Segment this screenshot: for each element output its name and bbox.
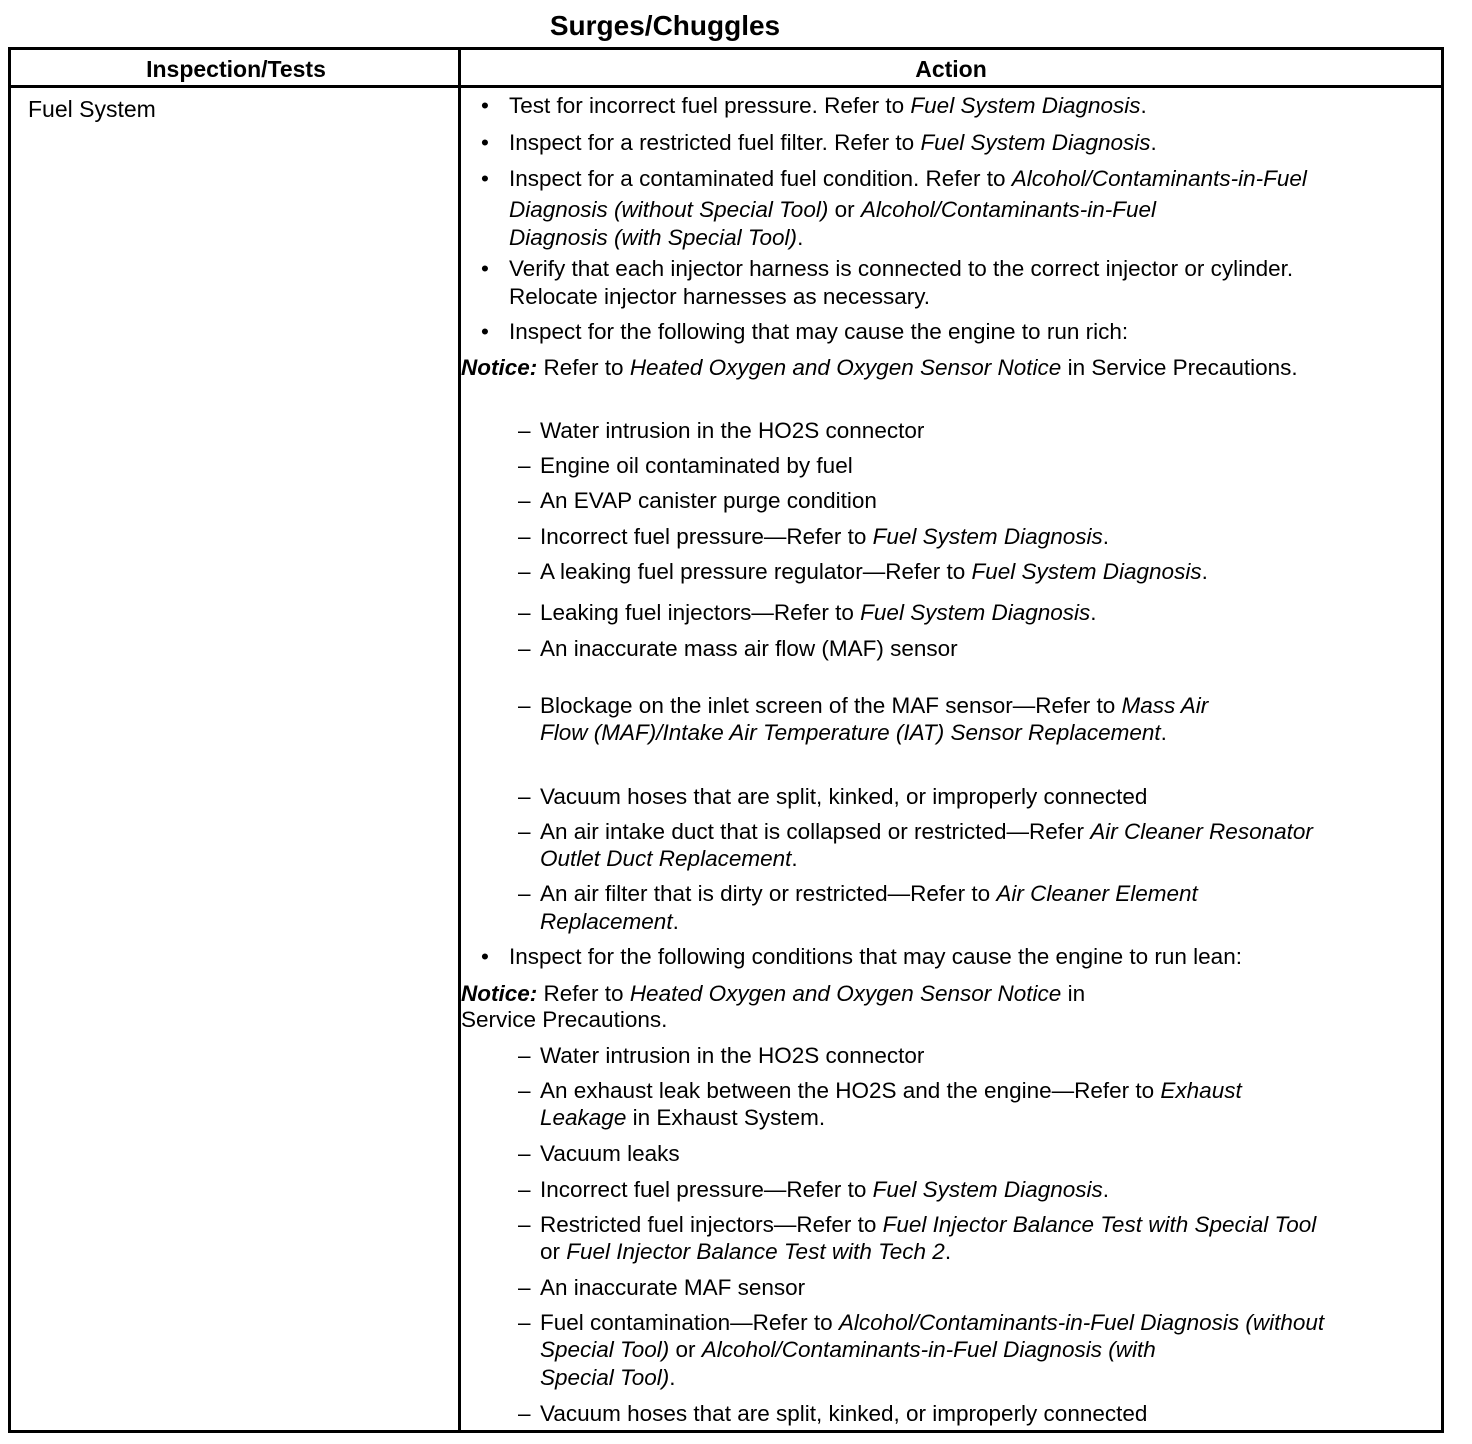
bullet-marker: • <box>481 166 489 191</box>
rich-condition-item <box>540 487 877 514</box>
italic-reference: Fuel System Diagnosis <box>971 559 1202 584</box>
text-segment: or <box>828 197 861 222</box>
bullet-marker: • <box>481 319 489 344</box>
lean-condition-item <box>540 1400 1147 1427</box>
italic-reference: Alcohol/Contaminants-in-Fuel <box>860 197 1156 222</box>
italic-reference: Leakage <box>540 1105 627 1130</box>
notice-label: Notice: <box>461 355 538 380</box>
dash-marker: – <box>518 636 531 661</box>
italic-reference: Heated Oxygen and Oxygen Sensor Notice <box>629 355 1062 380</box>
text-segment: or <box>540 1239 567 1264</box>
bullet-item <box>509 255 1293 282</box>
text-segment: . <box>1150 130 1157 155</box>
lean-condition-item <box>540 1042 924 1069</box>
italic-reference: Fuel System Diagnosis <box>872 1177 1103 1202</box>
text-segment: . <box>1140 93 1147 118</box>
rich-condition-item <box>540 417 924 444</box>
dash-marker: – <box>518 600 531 625</box>
notice-text <box>461 1006 667 1033</box>
italic-reference: Air Cleaner Element <box>996 881 1198 906</box>
text-segment: Inspect for the following conditions that may cause the engine to run lean: <box>509 944 1242 969</box>
lean-condition-item <box>540 1274 805 1301</box>
text-segment: Vacuum hoses that are split, kinked, or improperly connected <box>540 784 1148 809</box>
dash-marker: – <box>518 1401 531 1426</box>
rich-condition-item <box>540 452 853 479</box>
text-segment: Fuel contamination—Refer to <box>540 1310 839 1335</box>
italic-reference: Fuel System Diagnosis <box>872 524 1103 549</box>
italic-reference: Special Tool) <box>540 1337 670 1362</box>
text-segment: Restricted fuel injectors—Refer to <box>540 1212 883 1237</box>
lean-condition-item <box>540 1077 1242 1104</box>
text-segment: Verify that each injector harness is connected to the correct injector or cylinder. <box>509 256 1294 281</box>
text-segment: in <box>1061 981 1086 1006</box>
text-segment: . <box>944 1239 952 1264</box>
italic-reference: Fuel System Diagnosis <box>860 600 1091 625</box>
italic-reference: Flow (MAF)/Intake Air Temperature (IAT) Sensor Replacement <box>540 720 1161 745</box>
text-segment: Incorrect fuel pressure—Refer to <box>540 524 873 549</box>
bullet-item <box>509 318 1128 345</box>
italic-reference: Exhaust <box>1160 1078 1242 1103</box>
bullet-item <box>509 224 803 251</box>
dash-marker: – <box>518 418 531 443</box>
dash-marker: – <box>518 784 531 809</box>
header-inspection-tests: Inspection/Tests <box>146 56 326 82</box>
text-segment: or <box>669 1337 702 1362</box>
page-title: Surges/Chuggles <box>549 10 781 41</box>
bullet-item <box>509 165 1307 192</box>
text-segment: Relocate injector harnesses as necessary. <box>509 284 931 309</box>
text-segment: in Exhaust System. <box>626 1105 826 1130</box>
text-segment: An exhaust leak between the HO2S and the engine—Refer to <box>540 1078 1161 1103</box>
text-segment: An air filter that is dirty or restricted—Refer to <box>540 881 997 906</box>
rich-condition-item <box>540 908 679 935</box>
notice-text <box>461 980 1085 1007</box>
header-action: Action <box>915 56 987 82</box>
bullet-item <box>509 196 1156 223</box>
text-segment: Water intrusion in the HO2S connector <box>540 1043 925 1068</box>
rich-condition-item <box>540 558 1208 585</box>
italic-reference: Replacement <box>540 909 673 934</box>
dash-marker: – <box>518 488 531 513</box>
text-segment: . <box>1201 559 1208 584</box>
text-segment: An inaccurate mass air flow (MAF) sensor <box>540 636 958 661</box>
text-segment: . <box>1160 720 1167 745</box>
italic-reference: Fuel System Diagnosis <box>910 93 1141 118</box>
lean-condition-item <box>540 1309 1324 1336</box>
italic-reference: Diagnosis (with Special Tool) <box>509 225 798 250</box>
notice-text <box>461 354 1298 381</box>
text-segment: in Service Precautions. <box>1061 355 1298 380</box>
rich-condition-item <box>540 783 1147 810</box>
dash-marker: – <box>518 1078 531 1103</box>
text-segment: Water intrusion in the HO2S connector <box>540 418 925 443</box>
dash-marker: – <box>518 1275 531 1300</box>
text-segment: Service Precautions. <box>461 1007 668 1032</box>
text-segment: . <box>1102 524 1109 549</box>
dash-marker: – <box>518 1141 531 1166</box>
bullet-item <box>509 943 1242 970</box>
inspection-cell: Fuel System <box>28 96 156 122</box>
text-segment: . <box>797 225 804 250</box>
dash-marker: – <box>518 819 531 844</box>
italic-reference: Outlet Duct Replacement <box>540 846 792 871</box>
text-segment: Vacuum hoses that are split, kinked, or improperly connected <box>540 1401 1148 1426</box>
rich-condition-item <box>540 692 1208 719</box>
notice-label: Notice: <box>461 981 538 1006</box>
text-segment: . <box>1090 600 1097 625</box>
text-segment: A leaking fuel pressure regulator—Refer to <box>540 559 972 584</box>
text-segment: Vacuum leaks <box>540 1141 680 1166</box>
text-segment: Refer to <box>537 355 630 380</box>
dash-marker: – <box>518 524 531 549</box>
dash-marker: – <box>518 559 531 584</box>
column-divider <box>458 50 461 1430</box>
rich-condition-item <box>540 818 1313 845</box>
text-segment: Inspect for a contaminated fuel condition. Refer to <box>509 166 1012 191</box>
text-segment: An inaccurate MAF sensor <box>540 1275 806 1300</box>
dash-marker: – <box>518 881 531 906</box>
text-segment: Inspect for the following that may cause the engine to run rich: <box>509 319 1129 344</box>
bullet-item <box>509 129 1157 156</box>
bullet-marker: • <box>481 256 489 281</box>
italic-reference: Heated Oxygen and Oxygen Sensor Notice <box>629 981 1062 1006</box>
lean-condition-item <box>540 1336 1156 1363</box>
text-segment: Incorrect fuel pressure—Refer to <box>540 1177 873 1202</box>
italic-reference: Diagnosis (without Special Tool) <box>509 197 829 222</box>
italic-reference: Alcohol/Contaminants-in-Fuel <box>1011 166 1307 191</box>
rich-condition-item <box>540 635 958 662</box>
text-segment: . <box>672 909 679 934</box>
italic-reference: Mass Air <box>1121 693 1209 718</box>
lean-condition-item <box>540 1104 825 1131</box>
table-header <box>11 50 1441 88</box>
italic-reference: Fuel Injector Balance Test with Tech 2 <box>566 1239 945 1264</box>
bullet-marker: • <box>481 93 489 118</box>
italic-reference: Special Tool) <box>540 1365 670 1390</box>
rich-condition-item <box>540 880 1198 907</box>
rich-condition-item <box>540 845 798 872</box>
lean-condition-item <box>540 1364 676 1391</box>
text-segment: An EVAP canister purge condition <box>540 488 877 513</box>
italic-reference: Alcohol/Contaminants-in-Fuel Diagnosis (without <box>838 1310 1325 1335</box>
dash-marker: – <box>518 1212 531 1237</box>
bullet-marker: • <box>481 944 489 969</box>
bullet-marker: • <box>481 130 489 155</box>
text-segment: Engine oil contaminated by fuel <box>540 453 853 478</box>
text-segment: . <box>1102 1177 1109 1202</box>
text-segment: Leaking fuel injectors—Refer to <box>540 600 861 625</box>
italic-reference: Air Cleaner Resonator <box>1090 819 1313 844</box>
text-segment: Blockage on the inlet screen of the MAF sensor—Refer to <box>540 693 1122 718</box>
dash-marker: – <box>518 1177 531 1202</box>
text-segment: . <box>791 846 798 871</box>
text-segment: Inspect for a restricted fuel filter. Refer to <box>509 130 921 155</box>
text-segment: An air intake duct that is collapsed or restricted—Refer <box>540 819 1091 844</box>
text-segment: Test for incorrect fuel pressure. Refer to <box>509 93 911 118</box>
bullet-item <box>509 92 1147 119</box>
text-segment: Refer to <box>537 981 630 1006</box>
italic-reference: Fuel Injector Balance Test with Special Tool <box>882 1212 1317 1237</box>
bullet-item <box>509 283 930 310</box>
lean-condition-item <box>540 1140 680 1167</box>
rich-condition-item <box>540 719 1167 746</box>
rich-condition-item <box>540 523 1109 550</box>
lean-condition-item <box>540 1211 1316 1238</box>
text-segment: . <box>669 1365 676 1390</box>
italic-reference: Fuel System Diagnosis <box>920 130 1151 155</box>
dash-marker: – <box>518 1310 531 1335</box>
italic-reference: Alcohol/Contaminants-in-Fuel Diagnosis (with <box>701 1337 1156 1362</box>
rich-condition-item <box>540 599 1097 626</box>
dash-marker: – <box>518 693 531 718</box>
dash-marker: – <box>518 453 531 478</box>
lean-condition-item <box>540 1238 951 1265</box>
lean-condition-item <box>540 1176 1109 1203</box>
dash-marker: – <box>518 1043 531 1068</box>
